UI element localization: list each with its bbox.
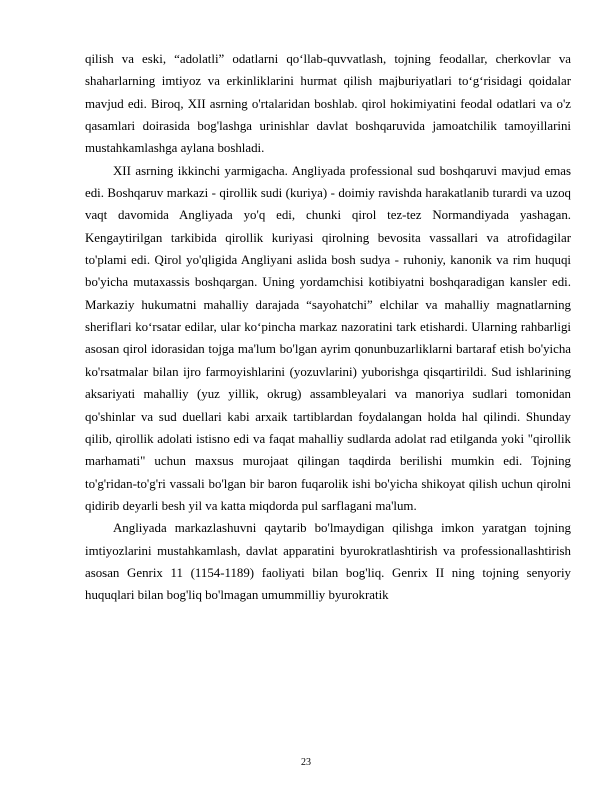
document-page [85,48,571,607]
page-number: 23 [301,757,311,768]
paragraph-2: XII asrning ikkinchi yarmigacha. Angliyada professional sud boshqaruvi mavjud emas edi. Boshqaruv markazi - qirollik sudi (kuriya) - doimiy ravishda harakatlanib turardi va uzoq vaqt davomida Angliyada yo'q edi, chunki qirol tez-tez Normandiyada yashagan. Kengaytirilgan tarkibida qirollik kuriyasi qirolning bevosita vassallari va atrofidagilar to'plami edi. Qirol yo'qligida Angliyani aslida bosh sudya - ruhoniy, kanonik va rim huquqi bo'yicha mutaxassis boshqargan. Uning yordamchisi kotibiyatni boshqaradigan kansler edi. Markaziy hukumatni mahalliy darajada “sayohatchi” elchilar va mahalliy magnatlarning sheriflari ko‘rsatar edilar, ular ko‘pincha markaz nazoratini tark etishardi. Ularning rahbarligi asosan qirol idorasidan tojga ma'lum bo'lgan ayrim qonunbuzarliklarni bartaraf etish bo'yicha ko'rsatmalar bilan ijro farmoyishlarini (yozuvlarini) yuborishga qisqartirildi. Sud ishlarining aksariyati mahalliy (yuz yillik, okrug) assambleyalari va manoriya sudlari tomonidan qo'shinlar va sud duellari kabi arxaik tartiblardan foydalangan holda hal qilindi. Shunday qilib, qirollik adolati istisno edi va faqat mahalliy sudlarda adolat rad etilganda yoki "qirollik marhamati" uchun maxsus murojaat qilingan taqdirda berilishi mumkin edi. Tojning to'g'ridan-to'g'ri vassali bo'lgan bir baron fuqarolik ishi bo'yicha shikoyat qilish uchun qirolni qidirib deyarli besh yil va katta miqdorda pul sarflagani ma'lum. [85,163,571,513]
paragraph-1: qilish va eski, “adolatli” odatlarni qo‘llab-quvvatlash, tojning feodallar, cherkovlar va shaharlarning imtiyoz va erkinliklarini hurmat qilish majburiyatlari to‘g‘risidagi qoidalar mavjud edi. Biroq, XII asrning o'rtalaridan boshlab. qirol hokimiyatini feodal odatlari va o'z qasamlari doirasida bog'lashga urinishlar davlat boshqaruvida jamoatchilik tamoyillarini mustahkamlashga aylana boshladi. [85,52,571,156]
paragraph-3: Angliyada markazlashuvni qaytarib bo'lmaydigan qilishga imkon yaratgan tojning imtiyozlarini mustahkamlash, davlat apparatini byurokratlashtirish va professionallashtirish asosan Genrix 11 (1154-1189) faoliyati bilan bog'liq. Genrix II ning tojning senyoriy huquqlari bilan bog'liq bo'lmagan umummilliy byurokratik [85,521,571,603]
